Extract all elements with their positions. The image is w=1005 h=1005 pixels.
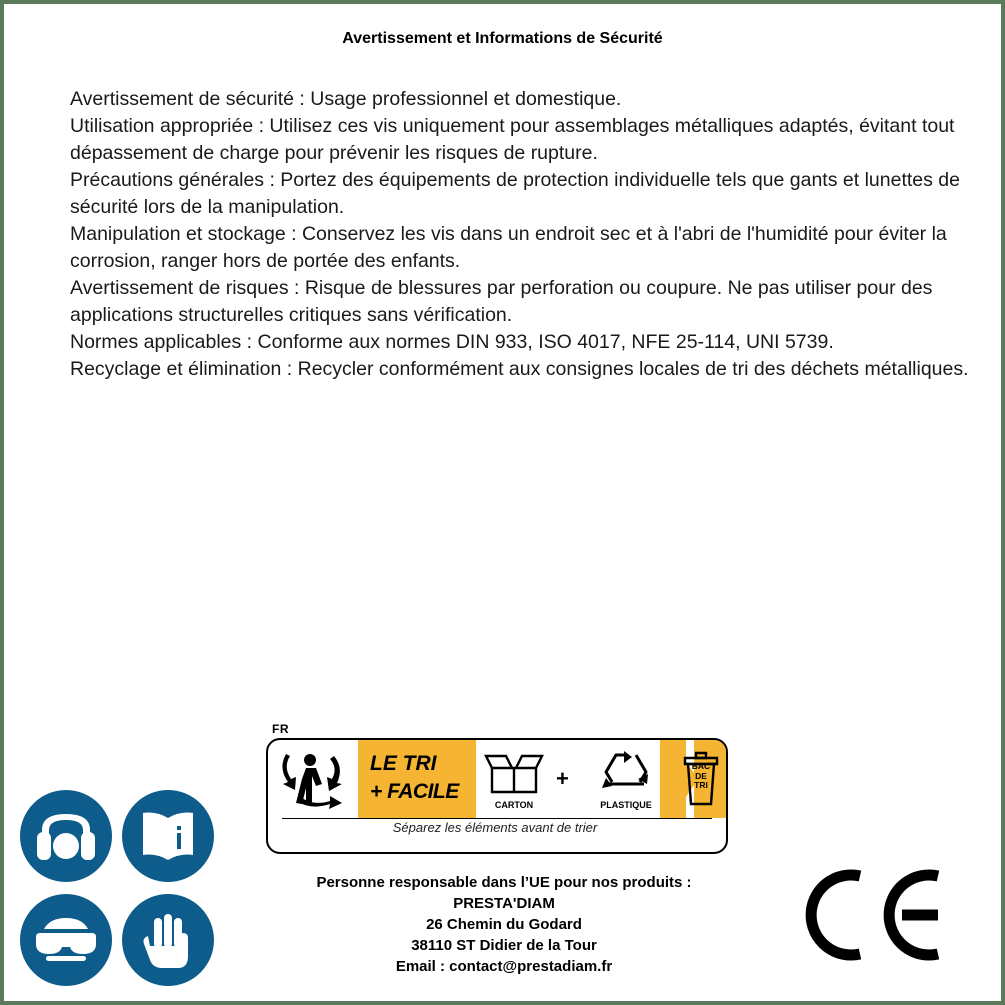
hand-protection-icon [122, 894, 214, 986]
triman-box [266, 738, 728, 854]
responsible-person-block [234, 872, 774, 977]
pictogram-group [18, 790, 228, 990]
triman-caption: Séparez les éléments avant de trier [392, 820, 598, 835]
responsible-address-line2: 38110 ST Didier de la Tour [411, 937, 597, 954]
triman-country-code: FR [272, 722, 289, 736]
triman-slogan [370, 750, 474, 806]
triman-divider [282, 818, 712, 819]
responsible-company: PRESTA'DIAM [453, 895, 555, 912]
paragraph-applicable-standards: Normes applicables : Conforme aux normes DIN 933, ISO 4017, NFE 25-114, UNI 5739. [70, 331, 834, 353]
paragraph-safety-warning: Avertissement de sécurité : Usage professionnel et domestique. [70, 88, 622, 110]
responsible-email: Email : contact@prestadiam.fr [395, 958, 613, 975]
plastique-recycle-icon [598, 748, 654, 798]
ear-protection-icon [20, 790, 112, 882]
responsible-heading-part2: pour nos produits : [549, 874, 692, 891]
responsible-heading-part1: Personne responsable dans l’ [316, 874, 530, 891]
carton-label: CARTON [494, 800, 534, 810]
paragraph-appropriate-use: Utilisation appropriée : Utilisez ces vis uniquement pour assemblages métalliques adaptés, évitant tout dépassement de charge pour prévenir les risques de rupture. [70, 115, 955, 164]
paragraph-recycling-disposal: Recyclage et élimination : Recycler conformément aux consignes locales de tri des déchets métalliques. [70, 358, 969, 380]
bac-line1: BAC [691, 761, 711, 771]
triman-slogan-line1: LE TRI [370, 752, 437, 775]
bac-line3: TRI [694, 780, 708, 790]
triman-recycling-banner [266, 722, 726, 852]
bac-line2: DE [695, 770, 707, 781]
responsible-address-line1: 26 Chemin du Godard [426, 916, 582, 933]
paragraph-handling-storage: Manipulation et stockage : Conservez les vis dans un endroit sec et à l'abri de l'humidité pour éviter la corrosion, ranger hors de portée des enfants. [70, 223, 947, 272]
bac-de-tri-label [682, 762, 720, 791]
paragraph-risk-warning: Avertissement de risques : Risque de blessures par perforation ou coupure. Ne pas utiliser pour des applications structurelles critiques sans vérification. [70, 277, 933, 326]
plus-sign: + [556, 766, 569, 791]
triman-slogan-line2: + FACILE [370, 780, 459, 803]
page-title: Avertissement et Informations de Sécurité [342, 30, 663, 47]
paragraph-general-precautions: Précautions générales : Portez des équipements de protection individuelle tels que gants et lunettes de sécurité lors de la manipulation. [70, 169, 960, 218]
triman-man-icon [276, 746, 356, 814]
safety-information-text [70, 86, 970, 383]
responsible-heading-ue: UE [529, 874, 550, 891]
read-instructions-icon [122, 790, 214, 882]
ce-mark-icon [804, 860, 954, 970]
responsible-heading [234, 872, 774, 893]
carton-box-icon [482, 748, 546, 798]
eye-protection-icon [20, 894, 112, 986]
plastique-label: PLASTIQUE [600, 800, 652, 810]
